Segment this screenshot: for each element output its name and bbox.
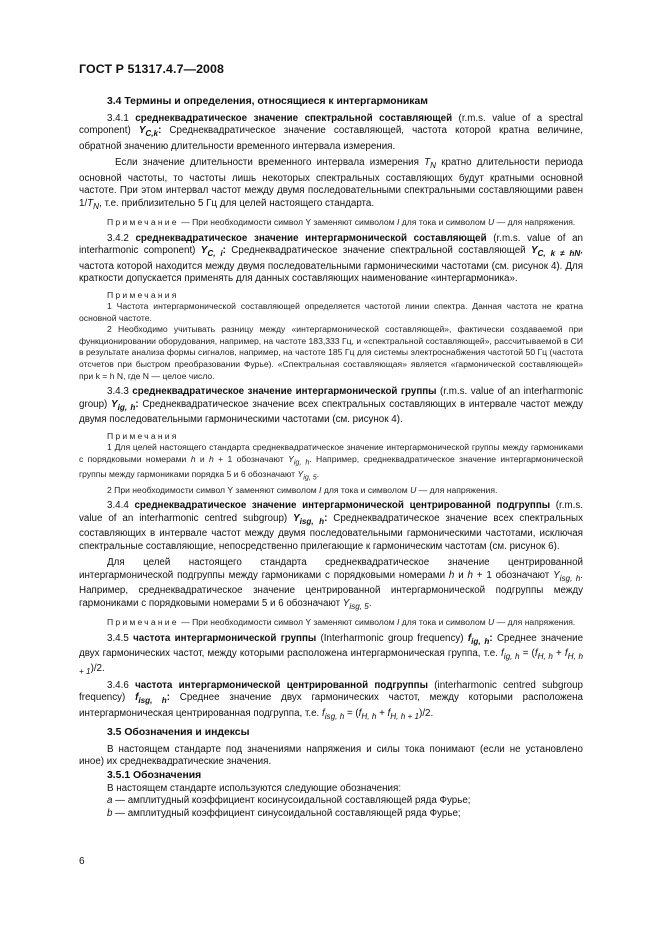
term-english: (r.m.s. value of an interharmonic component) [79,232,583,257]
text-run: Среднеквадратическое значение спектральной составляющей [225,245,531,257]
term-3-4-5 [79,633,583,679]
term-name: частота интергармонической центрированной подгруппы [135,679,428,691]
symbol-Y: Y [297,469,304,480]
notes-label: Примечания [107,289,179,300]
note-label: Примечание [107,216,179,227]
symbol-U: U [410,484,417,495]
symbol-Y: Y [553,569,560,581]
subscript: isg, h [324,711,345,721]
term-number: 3.4.1 [107,112,136,124]
text-run: — амплитудный коэффициент синусоидальной составляющей ряда Фурье; [112,807,461,819]
note-3-4-2-2: 2 Необходимо учитывать разницу между «интергармонической составляющей», фактически создаваемой при функционировании оборудования, например, на частоте 183,333 Гц, и «спектральной составляющей», рассчитываемой в СИ в результате анализа формы сигналов, например, на частоте 185 Гц для системы электроснабжения частотой 50 Гц (частота отсчетов при быстром преобразовании Фурье). «Спектральная составляющая» является «гармонической составляющей» при k = h N, где N — целое число. [79,324,583,381]
symbol-I: I [397,216,400,227]
text-run: — При необходимости символ Y заменяют символом [181,216,397,227]
text-run: . [368,597,372,609]
subscript: isg, h [559,573,581,583]
symbol-f: f [534,648,538,660]
text-run: Для целей настоящего стандарта среднеквадратическое значение центрированной интергармонической подгруппы между гармониками с порядковыми номерами [79,557,583,581]
term-number: 3.4.5 [107,632,134,644]
text-run: + [552,648,565,660]
term-symbol-subscript: ig, h [471,636,490,646]
symbol-Y: Y [288,453,294,464]
term-symbol: Y [138,125,146,137]
text-run: + 1 обозначают [472,569,554,581]
term-symbol: Y [293,512,300,524]
term-3-4-3 [79,386,583,426]
text-run: кратно длительности периода основной частоты, то частоты лишь некоторых спектральных составляющих будут кратными основной частоте. При этом интервал частот между двумя последовательными спектральными составляющими равен 1/ [79,157,583,209]
note-3-4-2-1: 1 Частота интергармонической составляющей определяется частотой линии спектра. Данная частота не кратна основной частоте. [79,301,583,323]
term-3-4-4 [79,500,583,553]
term-name: среднеквадратическое значение интергармонической центрированной подгруппы [134,500,551,512]
term-symbol: Y [200,245,208,257]
symbol-h: h [190,453,196,464]
symbol-h: h [448,569,455,581]
term-name: среднеквадратическое значение интергармонической составляющей [135,232,487,244]
text-run: и [195,453,209,464]
term-name: частота интергармонической группы [133,632,317,644]
term-colon: : [222,245,226,257]
symbol-f: f [322,707,325,719]
term-colon: : [489,632,493,644]
text-run: . Например, среднеквадратическое значение центрированной интергармонической подгруппы между гармониками с порядковыми номерами 5 и 6 обозначают [79,569,584,609]
paragraph-3-5-1-intro: В настоящем стандарте используются следующие обозначения: [107,782,402,794]
section-3-5-heading: 3.5 Обозначения и индексы [107,727,250,739]
term-english: (Interharmonic group frequency) [316,632,468,644]
subscript: ig, 5 [303,473,317,482]
symbol-U: U [488,616,495,627]
symbol-f: f [358,707,362,719]
text-run: и [454,569,468,581]
term-symbol-subscript: C,k [145,129,159,139]
text-run: для тока и символом [399,616,489,627]
text-run: + [376,707,388,719]
subscript: H, h + 1 [79,651,583,677]
symbol-Y: Y [530,245,538,257]
symbol-b: b [107,807,113,819]
symbol-a: a [107,795,113,807]
text-run: — При необходимости символ Y заменяют символом [181,616,397,627]
term-colon: : [324,512,328,524]
symbol-h: h [208,453,214,464]
term-number: 3.4.4 [107,500,135,512]
text-run: = ( [344,707,359,719]
subscript: C, k ≠ hN [537,249,581,258]
text-run: Если значение длительности временного интервала измерения [115,157,425,169]
text-run: для тока и символом [399,216,489,227]
symbol-definition-a [79,795,583,808]
subscript: H, h + 1 [390,711,420,721]
subscript: H, h [361,711,377,721]
standard-header: ГОСТ Р 51317.4.7—2008 [79,62,225,76]
symbol-h: h [467,569,473,581]
term-definition: Среднеквадратическое значение составляющей, частота которой кратна величине, обратной значению длительности временного интервала измерения. [79,125,583,152]
term-symbol: f [135,692,139,704]
paragraph-3-5-intro: В настоящем стандарте под значениями напряжения и силы тока понимают (если не установлено иное) их среднеквадратические значения. [79,743,583,768]
term-number: 3.4.3 [107,386,133,398]
term-colon: : [166,692,170,704]
symbol-U: U [488,216,495,227]
symbol-f: f [501,648,504,660]
subscript: ig, h [503,651,520,661]
page-number: 6 [79,856,85,867]
subscript-N: N [93,201,100,211]
text-run: — амплитудный коэффициент косинусоидальной составляющей ряда Фурье; [112,795,471,807]
subscript: ig, h [293,458,310,467]
note-label: Примечание [107,616,179,627]
text-run: 2 При необходимости символ Y заменяют символом [107,484,320,495]
term-colon: : [158,125,162,137]
symbol-I: I [319,484,322,495]
symbol-definition-b [79,808,583,821]
text-run: Среднее значение двух гармонических частот, между которыми расположена интергармоническая группа, т.е. [79,632,584,660]
text-run: . [316,469,320,480]
term-3-4-1 [79,113,583,153]
term-english: (interharmonic centred subgroup frequency) [79,679,584,704]
term-english: (r.m.s. value of an interharmonic centred subgroup) [79,500,583,524]
text-run: для тока и символом [321,484,411,495]
symbol-f: f [564,648,568,660]
section-3-4-heading: 3.4 Термины и определения, относящиеся к интергармоникам [107,96,428,107]
text-run: )/2. [419,707,434,719]
text-run: . Например, среднеквадратическое значение интергармонической группы между гармониками порядка 5 и 6 обозначают [79,453,584,480]
subscript-N: N [430,161,437,170]
term-symbol-subscript: C, i [207,249,223,258]
notes-label: Примечания [107,430,179,441]
note-3-4-3-1 [79,442,583,484]
page-content [79,92,583,824]
text-run: — для напряжения. [416,484,498,495]
subscript: isg, 5 [349,601,369,611]
term-number: 3.4.2 [107,232,136,244]
text-run: — для напряжения. [494,616,576,627]
text-run: + 1 обозначают [213,453,289,464]
text-run: Среднее значение двух гармонических частот, между которыми расположена интергармоническая центрированная подгруппа, т.е. [79,692,583,719]
note-3-4-3-2 [79,485,583,497]
term-name: среднеквадратическое значение интергармонической группы [132,386,437,398]
term-3-4-2 [79,233,583,286]
text-run: , т.е. приблизительно 5 Гц для целей настоящего стандарта. [99,197,375,209]
symbol-T: T [424,157,431,169]
term-number: 3.4.6 [107,679,136,691]
paragraph-3-4-4-explanation [79,557,583,613]
symbol-Y: Y [342,597,350,609]
text-run: 1 Для целей настоящего стандарта среднеквадратическое значение интергармонической группы между гармониками с порядковыми номерами [79,442,583,464]
term-english: (r.m.s. value of a spectral component) [79,112,583,137]
term-symbol: f [467,632,472,644]
subscript: H, h [537,651,553,661]
symbol-T: T [87,197,94,209]
section-3-5-1-heading: 3.5.1 Обозначения [107,769,202,781]
note-3-4-4 [79,617,583,629]
symbol-I: I [397,616,400,627]
term-symbol-subscript: isg, h [138,696,167,706]
note-3-4-1 [79,217,583,229]
term-3-4-6 [79,680,583,723]
text-run: )/2. [90,663,105,675]
term-symbol: Y [111,398,118,410]
text-run: = ( [519,648,535,660]
term-definition: Среднеквадратическое значение всех спектральных составляющих в интервале частот между двумя последовательными гармоническими частотами (см. рисунок 4). [79,398,583,426]
term-definition: Среднеквадратическое значение всех спектральных составляющих в интервале частот между двумя последовательными гармоническими частотами, исключая спектральные составляющие, непосредственно прилегающие к гармоническим частотам (см. рисунок 6). [79,512,583,552]
text-run: — для напряжения. [494,216,576,227]
text-run: , частота которой находится между двумя последовательными гармоническими частотами (см. рисунок 4). Для краткости допускается применять для данных составляющих наименование «интергармоника». [79,245,583,284]
term-symbol-subscript: isg, h [299,516,325,526]
term-english: (r.m.s. value of an interharmonic group) [79,386,583,410]
paragraph-3-4-1-explanation [79,157,583,213]
term-name: среднеквадратическое значение спектральной составляющей [135,112,453,124]
term-colon: : [135,398,139,410]
term-symbol-subscript: ig, h [117,402,136,412]
symbol-f: f [387,707,391,719]
